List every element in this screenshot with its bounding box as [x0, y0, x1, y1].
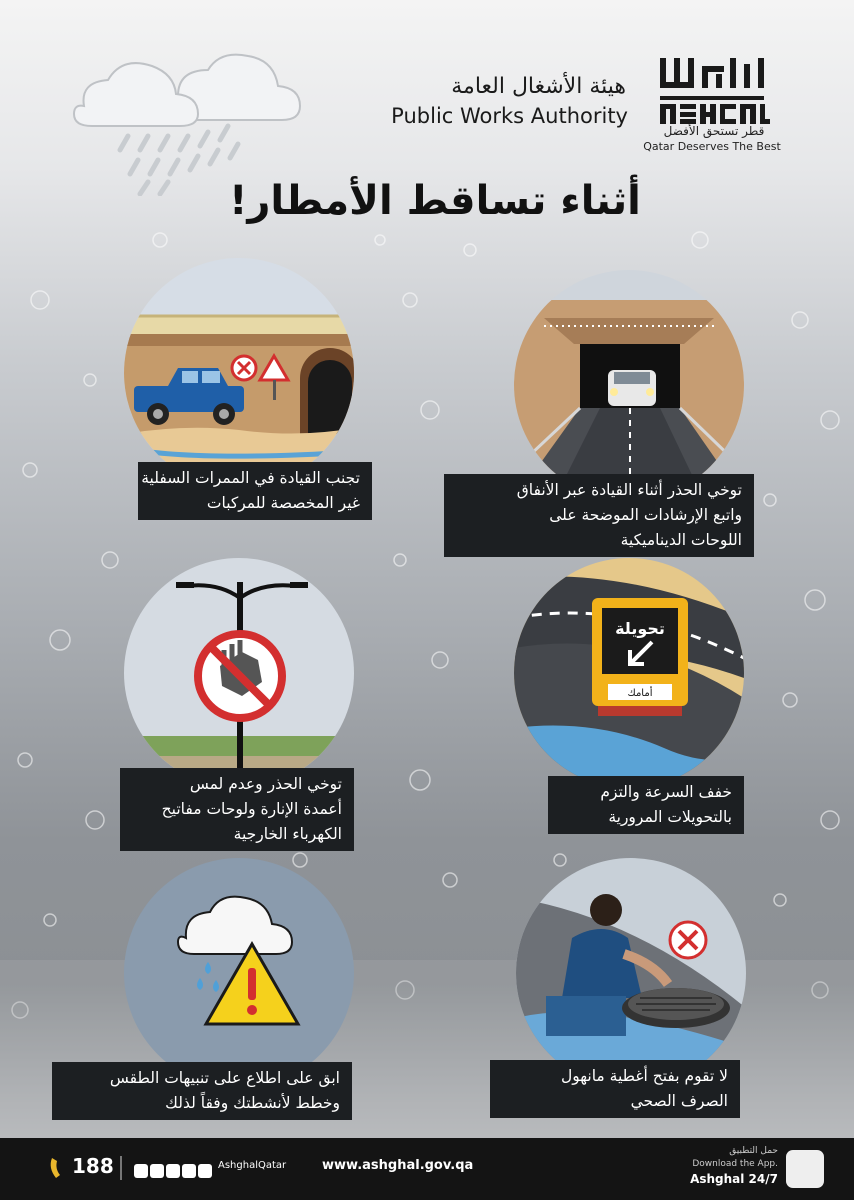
download-label-en: Download the App.: [692, 1159, 778, 1169]
tip-caption-light-poles: [120, 768, 354, 851]
instagram-icon[interactable]: [150, 1164, 164, 1178]
divider: [120, 1156, 122, 1180]
caption-line: ابق على اطلاع على تنبيهات الطقس: [109, 1069, 340, 1087]
cloud-icon: [68, 36, 308, 196]
footer-bar: [0, 1138, 854, 1200]
sign-subtitle: أمامك: [627, 688, 653, 699]
underpass-illustration: [124, 258, 354, 488]
weather-alert-illustration: [124, 858, 354, 1088]
manhole-illustration: [516, 858, 746, 1088]
caption-line: الصرف الصحي: [630, 1092, 728, 1110]
linkedin-icon[interactable]: [198, 1164, 212, 1178]
caption-line: الكهرباء الخارجية: [233, 825, 342, 843]
page-title: أثناء تساقط الأمطار!: [229, 178, 641, 224]
tip-caption-tunnels: [444, 474, 754, 557]
hotline-number[interactable]: 188: [72, 1154, 114, 1178]
caption-line: اللوحات الديناميكية: [620, 531, 742, 549]
social-icons: [134, 1160, 214, 1176]
facebook-icon[interactable]: [166, 1164, 180, 1178]
diversion-illustration: [514, 558, 744, 788]
app-store-icon[interactable]: [786, 1150, 824, 1188]
x-icon[interactable]: [134, 1164, 148, 1178]
app-name: Ashghal 24/7: [690, 1172, 778, 1186]
caption-line: خفف السرعة والتزم: [600, 783, 732, 801]
logo-tagline-ar: قطر تستحق الأفضل: [663, 124, 765, 138]
website-link[interactable]: www.ashghal.gov.qa: [322, 1158, 474, 1173]
caption-line: أعمدة الإنارة ولوحات مفاتيح: [161, 800, 342, 818]
caption-line: بالتحويلات المرورية: [608, 808, 732, 826]
ashghal-logo: [654, 52, 774, 130]
sign-title: تحويلة: [615, 619, 665, 638]
car-icon: [608, 370, 656, 406]
download-label-ar: حمل التطبيق: [729, 1146, 778, 1156]
caption-line: لا تقوم بفتح أغطية مانهول: [560, 1067, 728, 1085]
logo-tagline-en: Qatar Deserves The Best: [643, 140, 781, 153]
caption-line: توخي الحذر وعدم لمس: [189, 775, 342, 793]
light-pole-illustration: [124, 558, 354, 788]
phone-icon[interactable]: [48, 1156, 68, 1180]
caption-line: تجنب القيادة في الممرات السفلية: [141, 469, 360, 487]
org-name-ar: هيئة الأشغال العامة: [451, 74, 626, 99]
tip-caption-weather-alerts: [52, 1062, 352, 1120]
tip-caption-manholes: [490, 1060, 740, 1118]
org-name-en: Public Works Authority: [391, 104, 628, 128]
caption-line: وخطط لأنشطتك وفقاً لذلك: [165, 1094, 340, 1112]
caption-line: واتبع الإرشادات الموضحة على: [549, 506, 742, 524]
tip-caption-diversions: [548, 776, 744, 834]
social-handle[interactable]: AshghalQatar: [218, 1160, 287, 1171]
youtube-icon[interactable]: [182, 1164, 196, 1178]
tip-caption-underpass: [138, 462, 372, 520]
caption-line: غير المخصصة للمركبات: [206, 494, 360, 512]
caption-line: توخي الحذر أثناء القيادة عبر الأنفاق: [516, 481, 742, 499]
tunnel-illustration: [514, 270, 744, 500]
